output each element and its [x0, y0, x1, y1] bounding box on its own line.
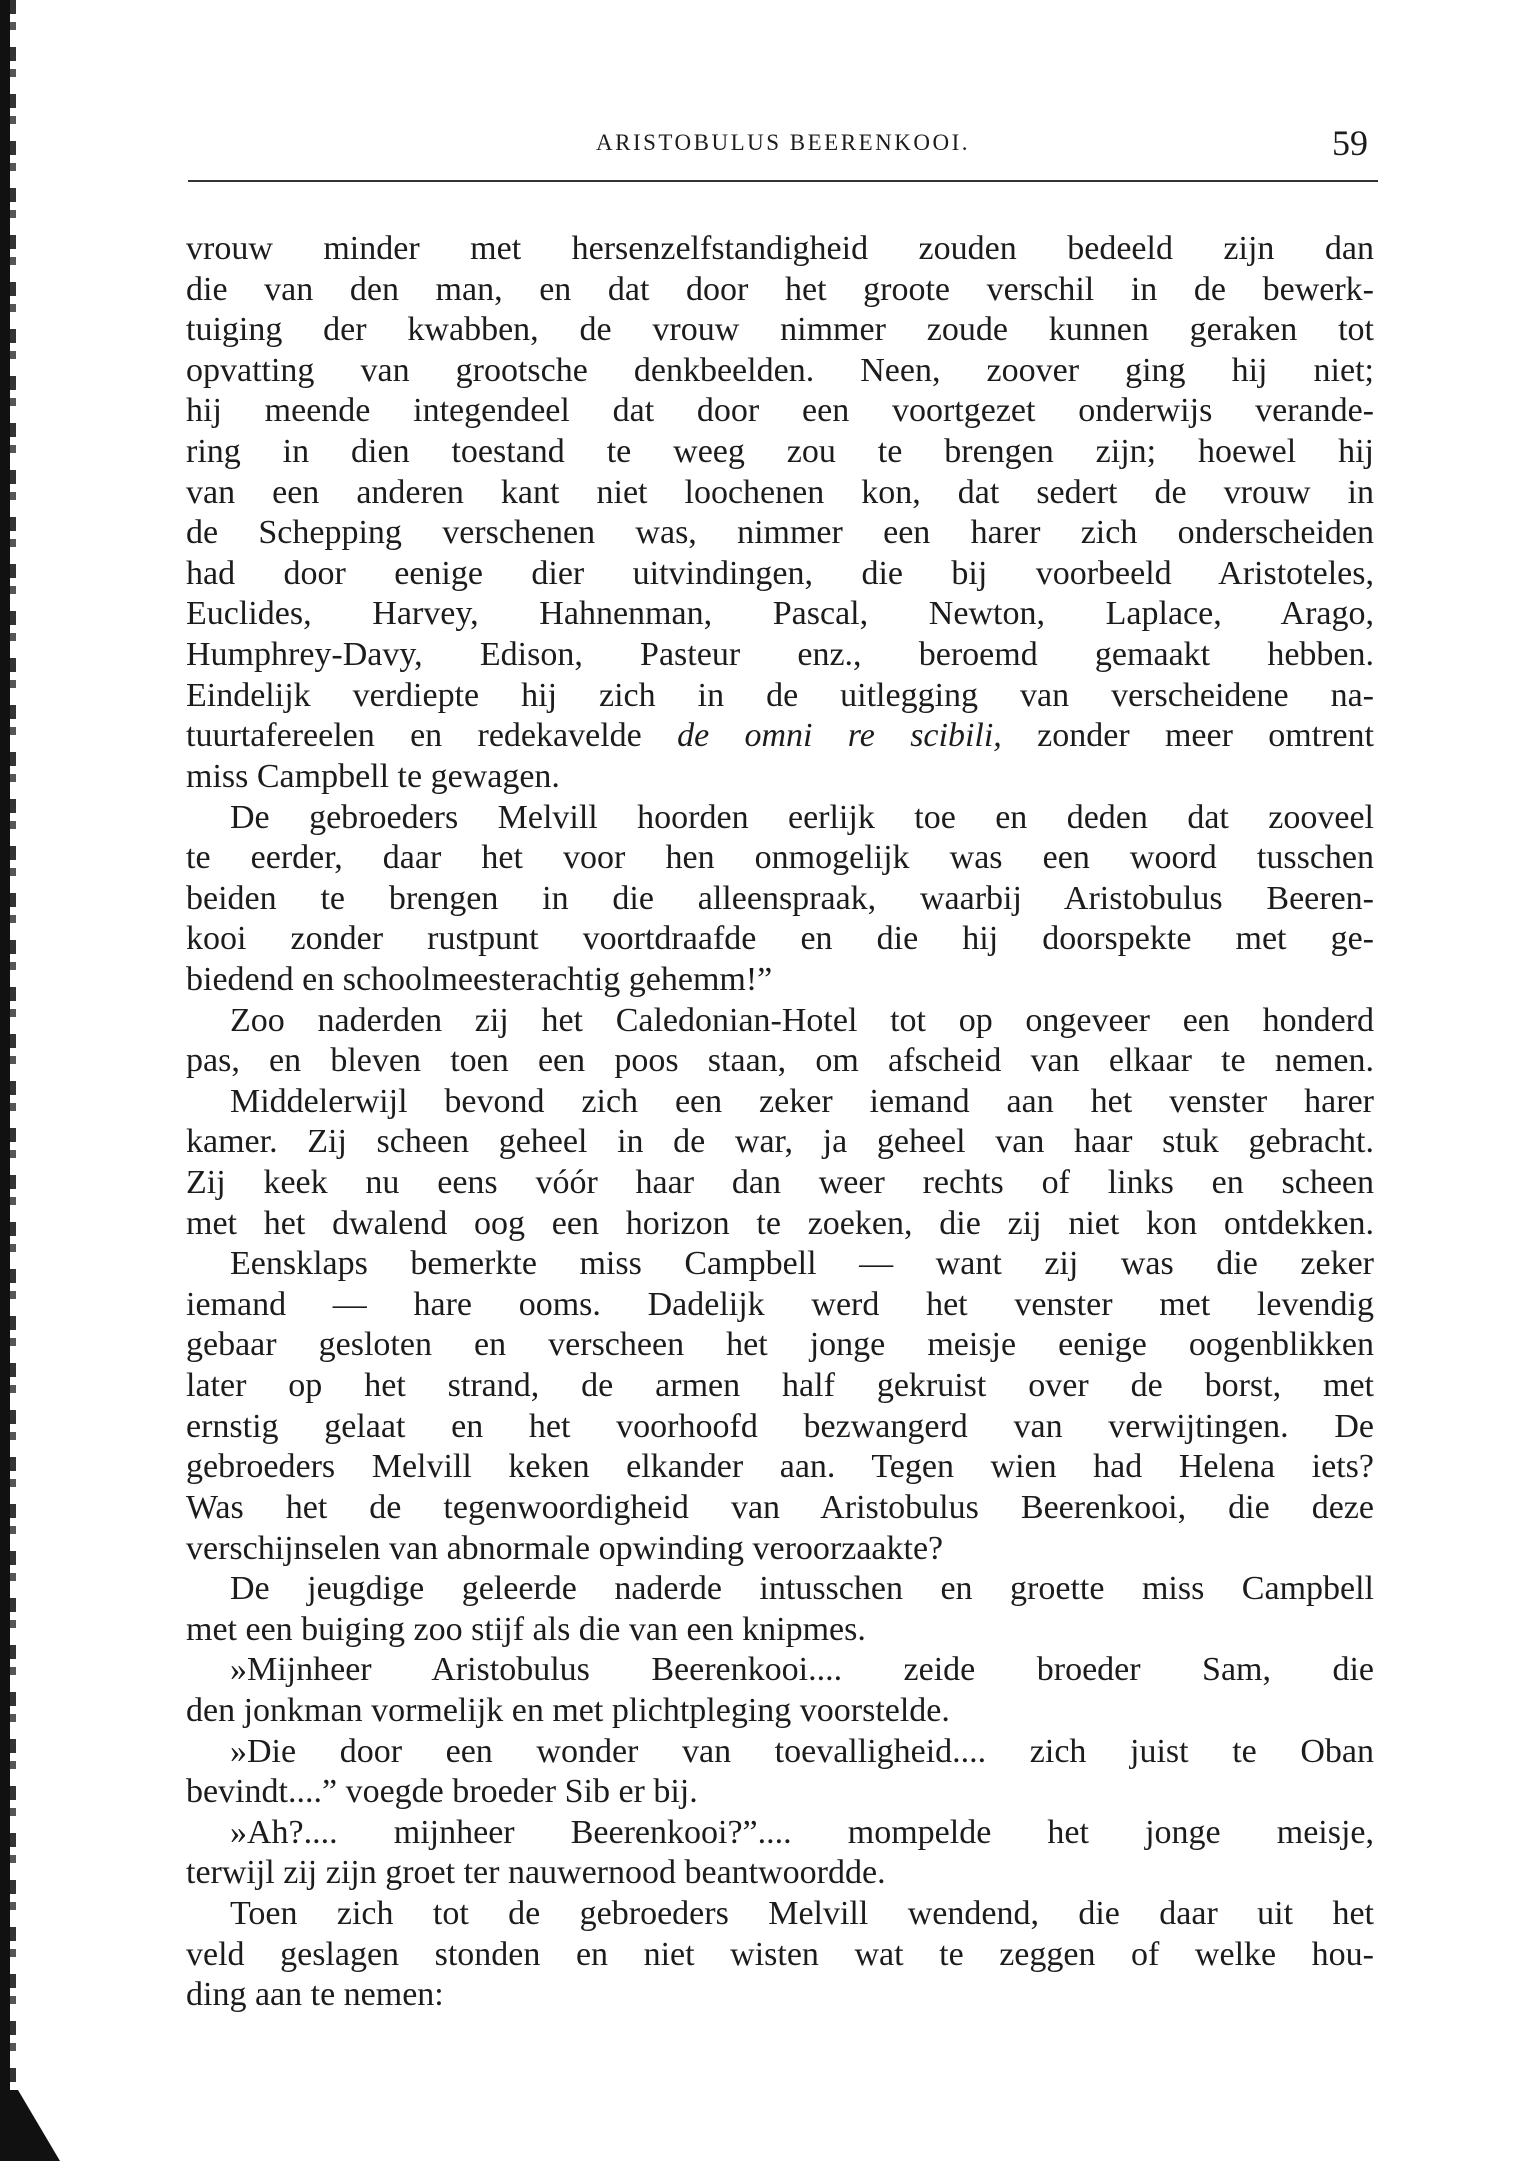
text-line: vrouw minder met hersenzelfstandigheid zouden bedeeld zijn dan — [186, 230, 1374, 267]
text-line: beiden te brengen in die alleenspraak, waarbij Aristobulus Beeren- — [186, 879, 1374, 917]
paragraph-start-line: De jeugdige geleerde naderde intusschen en groette miss Campbell — [230, 1570, 1374, 1608]
text-line: den jonkman vormelijk en met plichtpleging voorstelde. — [186, 1691, 950, 1729]
text-line: ring in dien toestand te weeg zou te brengen zijn; hoewel hij — [186, 433, 1374, 471]
spine-foot-edge — [0, 2090, 60, 2161]
text-line: van een anderen kant niet loochenen kon, dat sedert de vrouw in — [186, 473, 1374, 511]
text-line: de Schepping verschenen was, nimmer een harer zich onderscheiden — [186, 514, 1374, 552]
text-line: ernstig gelaat en het voorhoofd bezwangerd van verwijtingen. De — [186, 1407, 1374, 1445]
paragraph-start-line: Eensklaps bemerkte miss Campbell — want zij was die zeker — [230, 1245, 1374, 1283]
text-line: verschijnselen van abnormale opwinding veroorzaakte? — [186, 1529, 944, 1567]
text-line: Humphrey-Davy, Edison, Pasteur enz., beroemd gemaakt hebben. — [186, 636, 1374, 674]
paragraph-start-line: »Die door een wonder van toevalligheid.... zich juist te Oban — [230, 1732, 1374, 1770]
text-line: gebaar gesloten en verscheen het jonge meisje eenige oogenblikken — [186, 1326, 1374, 1364]
text-line: terwijl zij zijn groet ter nauwernood beantwoordde. — [186, 1854, 886, 1892]
running-title: ARISTOBULUS BEERENKOOI. — [596, 130, 970, 155]
text-line: Euclides, Harvey, Hahnenman, Pascal, Newton, Laplace, Arago, — [186, 595, 1374, 633]
paragraph-start-line: Toen zich tot de gebroeders Melvill wendend, die daar uit het — [230, 1894, 1374, 1932]
text-line-latin — [186, 716, 1374, 757]
text-line: veld geslagen stonden en niet wisten wat te zeggen of welke hou- — [186, 1935, 1374, 1973]
text-line: gebroeders Melvill keken elkander aan. Tegen wien had Helena iets? — [186, 1448, 1374, 1486]
paragraph-start-line: Middelerwijl bevond zich een zeker iemand aan het venster harer — [230, 1082, 1374, 1120]
text-segment: tuurtafereelen en redekavelde — [186, 717, 678, 755]
page-number: 59 — [1332, 123, 1368, 163]
header-rule — [188, 180, 1378, 182]
text-line: had door eenige dier uitvindingen, die bij voorbeeld Aristoteles, — [186, 554, 1374, 592]
paragraph-start-line: »Ah?.... mijnheer Beerenkooi?”.... mompelde het jonge meisje, — [230, 1813, 1374, 1851]
text-line: kamer. Zij scheen geheel in de war, ja geheel van haar stuk gebracht. — [186, 1123, 1374, 1161]
paragraph-start-line: De gebroeders Melvill hoorden eerlijk toe en deden dat zooveel — [230, 798, 1374, 836]
body-text — [186, 229, 1374, 2016]
text-segment: zonder meer omtrent — [1001, 717, 1374, 755]
text-line: pas, en bleven toen een poos staan, om afscheid van elkaar te nemen. — [186, 1042, 1374, 1080]
text-line: later op het strand, de armen half gekruist over de borst, met — [186, 1367, 1374, 1405]
text-line: tuiging der kwabben, de vrouw nimmer zoude kunnen geraken tot — [186, 311, 1374, 349]
text-line: kooi zonder rustpunt voortdraafde en die hij doorspekte met ge- — [186, 920, 1374, 958]
paragraph-start-line: Zoo naderden zij het Caledonian-Hotel tot op ongeveer een honderd — [230, 1001, 1374, 1039]
text-line: iemand — hare ooms. Dadelijk werd het venster met levendig — [186, 1285, 1374, 1323]
text-line: biedend en schoolmeesterachtig gehemm!” — [186, 960, 773, 998]
text-line: bevindt....” voegde broeder Sib er bij. — [186, 1773, 698, 1811]
paragraph-start-line: »Mijnheer Aristobulus Beerenkooi.... zeide broeder Sam, die — [230, 1651, 1374, 1689]
text-line: met een buiging zoo stijf als die van een knipmes. — [186, 1610, 866, 1648]
latin-phrase: de omni re scibili, — [677, 717, 1002, 755]
text-line: ding aan te nemen: — [186, 1976, 444, 2014]
book-spine-shadow — [0, 0, 16, 2161]
text-line: met het dwalend oog een horizon te zoeken, die zij niet kon ontdekken. — [186, 1204, 1374, 1242]
spine-dark-edge — [0, 0, 10, 2161]
spine-frayed-edge — [10, 0, 16, 2161]
text-line: Was het de tegenwoordigheid van Aristobulus Beerenkooi, die deze — [186, 1488, 1374, 1526]
text-line: Eindelijk verdiepte hij zich in de uitlegging van verscheidene na- — [186, 676, 1374, 714]
text-line: te eerder, daar het voor hen onmogelijk was een woord tusschen — [186, 839, 1374, 877]
running-header — [188, 123, 1378, 190]
text-line: Zij keek nu eens vóór haar dan weer rechts of links en scheen — [186, 1164, 1374, 1202]
text-line: hij meende integendeel dat door een voortgezet onderwijs verande- — [186, 392, 1374, 430]
text-line: die van den man, en dat door het groote verschil in de bewerk- — [186, 270, 1374, 308]
text-line: miss Campbell te gewagen. — [186, 757, 560, 795]
text-line: opvatting van grootsche denkbeelden. Neen, zoover ging hij niet; — [186, 351, 1374, 389]
